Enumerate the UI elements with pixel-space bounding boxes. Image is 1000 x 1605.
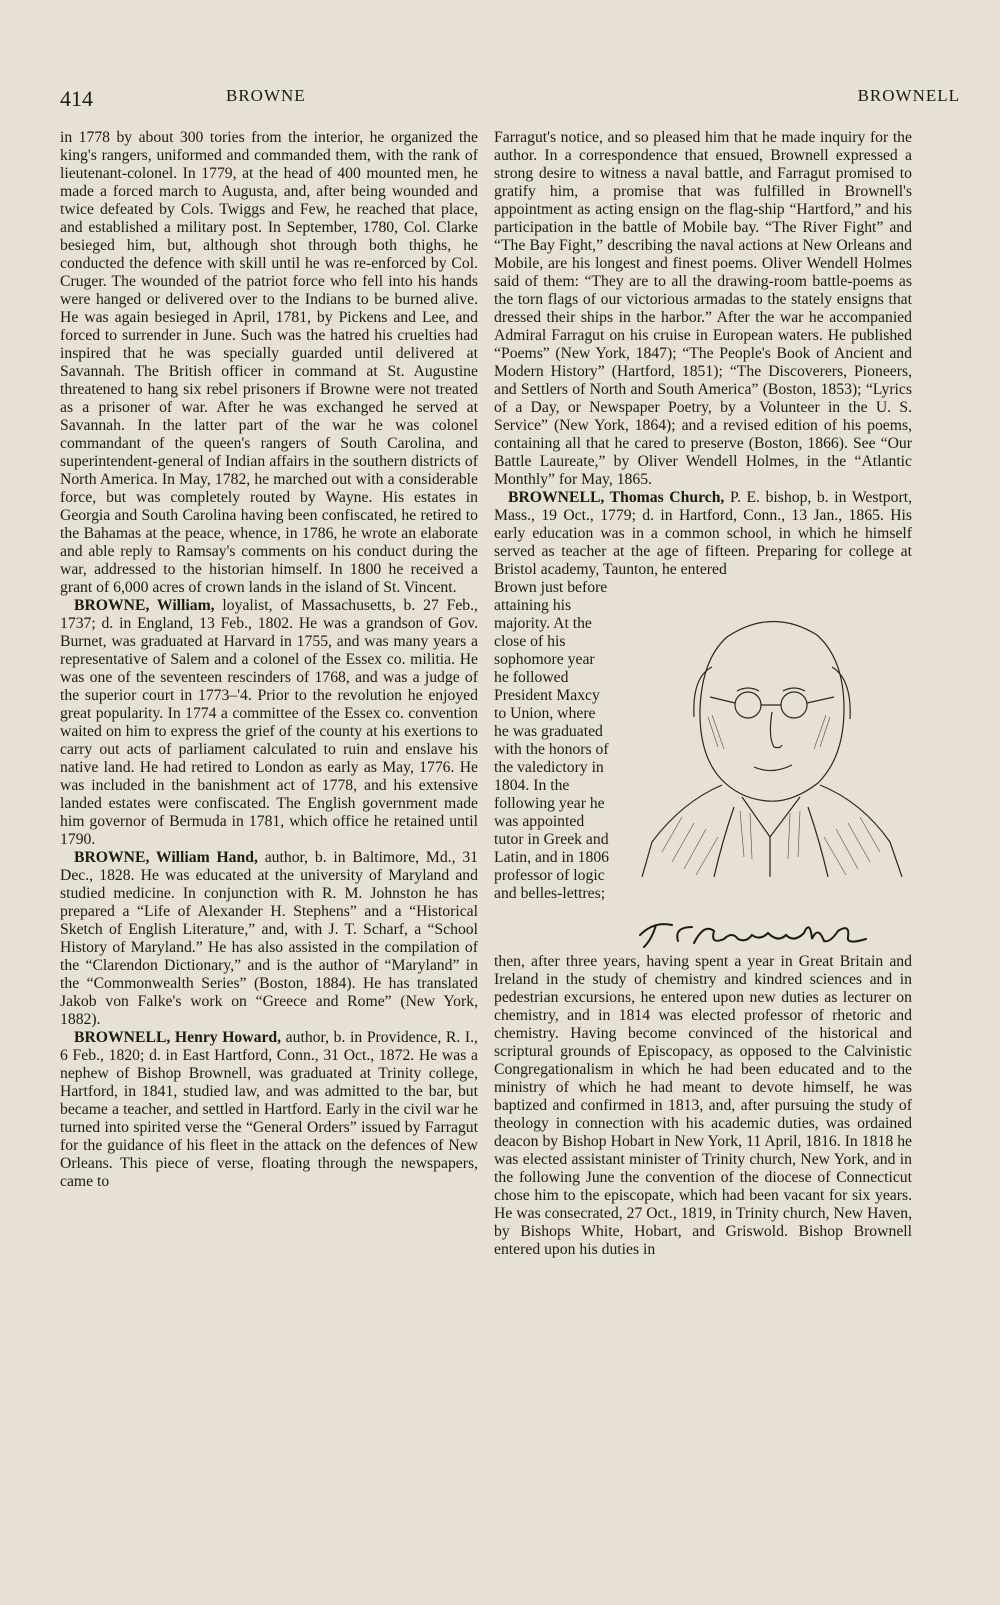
wrapped-text: Brown just before attaining his majority. At the close of his sophomore year he followed President Maxcy to Union, where he was graduated with the honors of the valedictory in 1804. In the following year he was appointed tutor in Greek and Latin, and in 1806 professor of logic and belles-lettres; xyxy=(494,579,610,902)
portrait-engraving xyxy=(622,597,912,877)
entry-brownell-thomas-church xyxy=(494,489,912,579)
entry-browne-william xyxy=(60,597,478,849)
entry-body: P. E. bishop, b. in Westport, Mass., 19 Oct., 1779; d. in Hartford, Conn., 13 Jan., 1865. His early education was in a common school, in which he himself served as teacher at the age of fifteen. Preparing for college at Bristol academy, Taunton, he entered xyxy=(494,489,912,578)
page-number: 414 xyxy=(60,86,93,111)
entry-brownell-henry-howard xyxy=(60,1029,478,1191)
entry-continuation-browne-thomas: in 1778 by about 300 tories from the interior, he organized the king's rangers, uniformed and commanded them, with the rank of lieutenant-colonel. In 1779, at the head of 400 mounted men, he made a forced march to Augusta, and, after being wounded and twice defeated by Cols. Twiggs and Few, he reached that place, and established a military post. In September, 1780, Col. Clarke besieged him, but, although shot through both thighs, he conducted the defence with skill until he was re-enforced by Col. Cruger. The wounded of the patriot force who fell into his hands were hanged or delivered over to the Indians to be burned alive. He was again besieged in April, 1781, by Pickens and Lee, and forced to surrender in June. Such was the hatred his cruelties had inspired that he was specially guarded until delivered at Savannah. The British officer in command at St. Augustine threatened to hang six rebel prisoners if Browne were not treated as a prisoner of war. After he was exchanged he served at Savannah. In the latter part of the war he was colonel commandant of the queen's rangers of South Carolina, and superintendent-general of Indian affairs in the southern districts of North America. In May, 1782, he marched out with a considerable force, but was completely routed by Wayne. His estates in Georgia and South Carolina having been confiscated, he retired to the Bahamas at the peace, whence, in 1786, he wrote an elaborate and able reply to Ramsay's comments on his conduct during the war, addressed to the historian himself. In 1800 he received a grant of 6,000 acres of crown lands in the island of St. Vincent. xyxy=(60,129,478,596)
portrait-wrap-block xyxy=(494,579,912,953)
entry-headword: BROWNELL, Henry Howard, xyxy=(74,1029,282,1046)
entry-body: author, b. in Providence, R. I., 6 Feb., 1820; d. in East Hartford, Conn., 31 Oct., 1872. He was a nephew of Bishop Brownell, was graduated at Trinity college, Hartford, in 1841, studied law, and was admitted to the bar, but became a teacher, and settled in Hartford. Early in the civil war he turned into spirited verse the “General Orders” issued by Farragut for the guidance of his fleet in the attack on the defences of New Orleans. This piece of verse, floating through the newspapers, came to xyxy=(60,1029,478,1190)
entry-continuation-brownell-henry: Farragut's notice, and so pleased him that he made inquiry for the author. In a correspondence that ensued, Brownell expressed a strong desire to witness a naval battle, and Farragut promised to gratify him, a promise that was fulfilled in Brownell's appointment as acting ensign on the flag-ship “Hartford,” and his participation in the battle of Mobile bay. “The River Fight” and “The Bay Fight,” describing the naval actions at New Orleans and Mobile, are his longest and finest poems. Oliver Wendell Holmes said of them: “They are to all the drawing-room battle-poems as the torn flags of our victorious armadas to the stately ensigns that dressed their ships in the harbor.” After the war he accompanied Admiral Farragut on his cruise in European waters. He published “Poems” (New York, 1847); “The People's Book of Ancient and Modern History” (Hartford, 1851); “The Discoverers, Pioneers, and Settlers of North and South America” (Boston, 1853); “Lyrics of a Day, or Newspaper Poetry, by a Volunteer in the U. S. Service” (New York, 1864); and a revised edition of his poems, containing all that he cared to preserve (Boston, 1866). See “Our Battle Laureate,” by Oliver Wendell Holmes, in the “Atlantic Monthly” for May, 1865. xyxy=(494,129,912,488)
entry-headword: BROWNE, William Hand, xyxy=(74,849,258,866)
running-head-right: BROWNELL xyxy=(857,86,960,105)
entry-brownell-thomas-church-continued: then, after three years, having spent a year in Great Britain and Ireland in the study of chemistry and kindred sciences and in pedestrian excursions, he entered upon new duties as lecturer on chemistry, and in 1814 was elected professor of rhetoric and chemistry. Having become convinced of the historical and scriptural grounds of Episcopacy, as opposed to the Calvinistic Congregationalism in which he had been educated and to the ministry of which he had meant to devote himself, he was baptized and confirmed in 1813, and, after pursuing the study of theology in connection with his academic duties, was ordained deacon by Bishop Hobart in New York, 11 April, 1816. In 1818 he was elected assistant minister of Trinity church, New York, and in the following June the convention of the diocese of Connecticut chose him to the episcopate, which had been vacant for six years. He was consecrated, 27 Oct., 1819, in Trinity church, New Haven, by Bishops White, Hobart, and Griswold. Bishop Brownell entered upon his duties in xyxy=(494,953,912,1258)
entry-body: loyalist, of Massachusetts, b. 27 Feb., 1737; d. in England, 13 Feb., 1802. He was a grandson of Gov. Burnet, was graduated at Harvard in 1755, and was many years a representative of Salem and a colonel of the Essex co. militia. He was one of the seventeen rescinders of 1768, and was a judge of the superior court in 1773–'4. Prior to the revolution he enjoyed great popularity. In 1774 a committee of the Essex co. convention waited on him to express the grief of the county at his exertions to carry out acts of parliament calculated to ruin and enslave his native land. He had retired to London as early as May, 1776. He was included in the banishment act of 1778, and his extensive landed estates were confiscated. The English government made him governor of Bermuda in 1781, which office he retained until 1790. xyxy=(60,597,478,848)
left-column xyxy=(60,129,478,1191)
entry-browne-william-hand xyxy=(60,849,478,1029)
page-header xyxy=(60,82,960,112)
right-column xyxy=(494,129,912,1259)
signature-image xyxy=(634,913,894,953)
entry-headword: BROWNELL, Thomas Church, xyxy=(508,489,725,506)
entry-body: author, b. in Baltimore, Md., 31 Dec., 1828. He was educated at the university of Maryland and studied medicine. In conjunction with R. M. Johnston he has prepared a “Life of Alexander H. Stephens” and a “Historical Sketch of English Literature,” and, with J. T. Scharf, a “School History of Maryland.” He has also assisted in the compilation of the “Clarendon Dictionary,” and is the author of “Maryland” in the “Commonwealth Series” (Boston, 1884). He has translated Jakob von Falke's work on “Greece and Rome” (New York, 1882). xyxy=(60,849,479,1028)
entry-headword: BROWNE, William, xyxy=(74,597,215,614)
running-head-left: BROWNE xyxy=(226,86,306,105)
